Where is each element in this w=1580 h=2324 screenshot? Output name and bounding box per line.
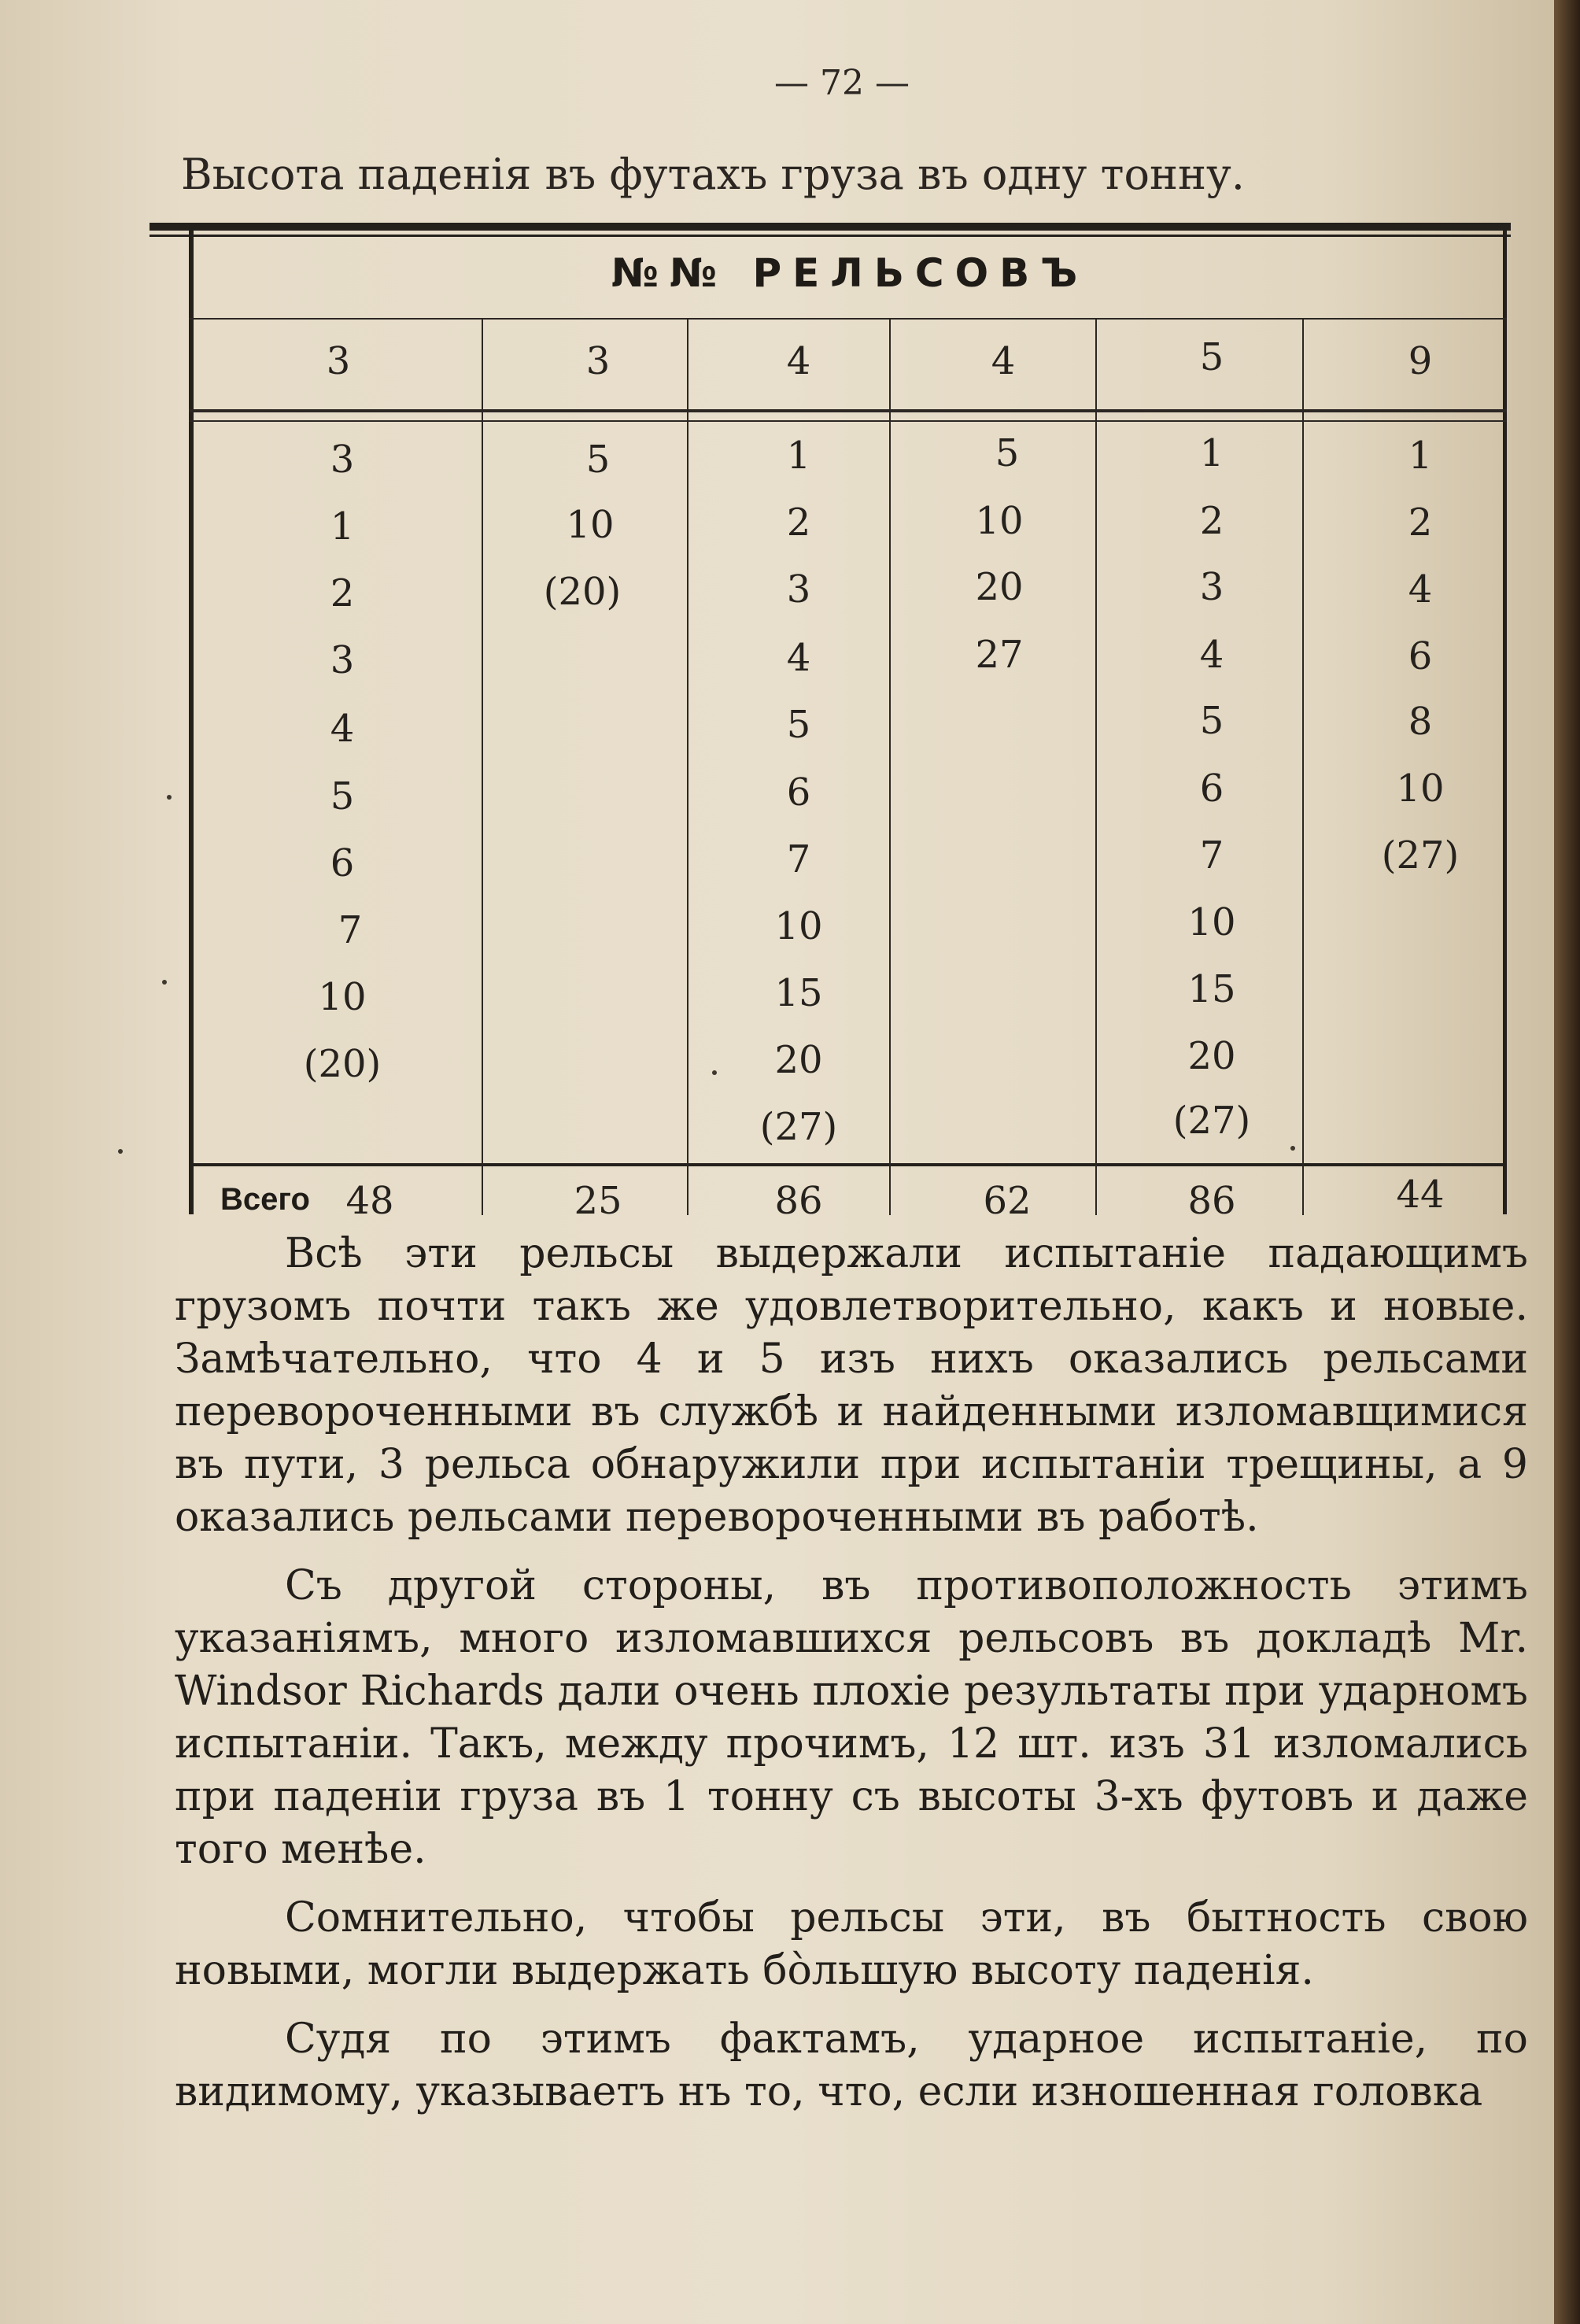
column-divider xyxy=(482,318,483,1215)
table-cell: 7 xyxy=(1199,833,1224,878)
paragraph: Съ другой стороны, въ противоположность этимъ указаніямъ, много изломавшихся рельсовъ въ докладѣ Mr. Windsor Richards дали очень плохіе результаты при ударномъ испытаніи. Такъ, между прочимъ, 12 шт. изъ 31 изломались при паденіи груза въ 1 тонну съ высоты 3-хъ футовъ и даже того менѣе. xyxy=(175,1562,1528,1873)
ink-speck xyxy=(712,1070,717,1075)
table-cell: (20) xyxy=(543,570,622,614)
rail-number: 4 xyxy=(991,339,1016,383)
table-cell: 20 xyxy=(774,1038,823,1082)
table-cell: 6 xyxy=(1408,634,1433,678)
total-value: 44 xyxy=(1396,1173,1445,1217)
total-value: 86 xyxy=(1187,1179,1236,1223)
table-cell: 7 xyxy=(786,837,811,881)
rail-number: 5 xyxy=(1199,335,1224,379)
table-cell: 27 xyxy=(975,633,1024,677)
table-cell: (27) xyxy=(1381,833,1460,878)
table-cell: 15 xyxy=(774,971,823,1015)
rail-number: 3 xyxy=(585,339,611,383)
table-cell: 20 xyxy=(1187,1034,1236,1078)
table-cell: 4 xyxy=(786,636,811,680)
book-spine xyxy=(1554,0,1580,2324)
page-number: — 72 — xyxy=(774,63,910,103)
table-cell: 20 xyxy=(975,565,1024,609)
total-value: 48 xyxy=(345,1179,394,1223)
table-cell: 3 xyxy=(1199,565,1224,609)
table-cell: 6 xyxy=(330,841,355,885)
table-cell: 7 xyxy=(338,908,363,952)
table-cell: 4 xyxy=(330,707,355,751)
table-cell: 10 xyxy=(975,499,1024,543)
total-label: Всего xyxy=(220,1182,310,1217)
total-value: 62 xyxy=(983,1179,1032,1223)
table-cell: 4 xyxy=(1408,567,1433,611)
table-cell: 3 xyxy=(786,567,811,611)
table-cell: (27) xyxy=(759,1105,838,1149)
column-divider xyxy=(1095,318,1097,1215)
table-cell: 10 xyxy=(774,904,823,948)
table-top-rule-thin xyxy=(150,235,1511,237)
table-cell: 10 xyxy=(1396,767,1445,811)
total-value: 25 xyxy=(574,1179,622,1223)
table-cell: 3 xyxy=(330,438,355,482)
table-cell: 2 xyxy=(786,501,811,545)
body-text xyxy=(175,1228,1528,2119)
table-caption: Высота паденія въ футахъ груза въ одну тонну. xyxy=(181,150,1245,199)
table-cell: 3 xyxy=(330,638,355,682)
table-cell: (27) xyxy=(1172,1099,1251,1143)
table-cell: 5 xyxy=(330,774,355,818)
table-cell: 8 xyxy=(1408,700,1433,744)
heading-rule xyxy=(189,318,1507,320)
table-cell: 5 xyxy=(1199,699,1224,743)
table-cell: 2 xyxy=(1408,501,1433,545)
rail-number: 9 xyxy=(1408,339,1433,383)
table-cell: (20) xyxy=(303,1042,382,1086)
table-heading: №№ РЕЛЬСОВЪ xyxy=(611,250,1089,296)
table-cell: 5 xyxy=(585,438,611,482)
table-left-border xyxy=(189,231,194,1214)
table-cell: 6 xyxy=(1199,767,1224,811)
table-right-border xyxy=(1503,231,1507,1214)
table-cell: 6 xyxy=(786,770,811,815)
table-cell: 4 xyxy=(1199,633,1224,677)
ink-speck xyxy=(162,980,167,985)
column-divider xyxy=(1302,318,1304,1215)
table-top-rule xyxy=(150,223,1511,231)
table-cell: 1 xyxy=(330,504,355,549)
ink-speck xyxy=(167,795,172,800)
table-cell: 10 xyxy=(566,503,615,547)
column-divider xyxy=(687,318,688,1215)
total-value: 86 xyxy=(774,1179,823,1223)
table-bottom-rule xyxy=(189,1163,1507,1166)
table-cell: 10 xyxy=(318,975,367,1019)
table-cell: 2 xyxy=(1199,499,1224,543)
ink-speck xyxy=(1290,1146,1295,1151)
paragraph: Всѣ эти рельсы выдержали испытаніе падающимъ грузомъ почти такъ же удовлетворительно, какъ и новые. Замѣчательно, что 4 и 5 изъ нихъ оказались рельсами перевороченными въ службѣ и найденными изломавщимися въ пути, 3 рельса обнаружили при испытаніи трещины, а 9 оказались рельсами перевороченными въ работѣ. xyxy=(175,1230,1528,1541)
rail-number: 3 xyxy=(326,339,351,383)
column-divider xyxy=(889,318,891,1215)
paragraph: Сомнительно, чтобы рельсы эти, въ бытность свою новыми, могли выдержать бо̀льшую высоту паденія. xyxy=(175,1894,1528,1994)
rail-number: 4 xyxy=(786,339,811,383)
table-cell: 1 xyxy=(1408,434,1433,478)
table-cell: 15 xyxy=(1187,967,1236,1011)
table-cell: 1 xyxy=(786,434,811,478)
table-cell: 5 xyxy=(995,431,1020,475)
ink-speck xyxy=(118,1149,123,1154)
table-cell: 10 xyxy=(1187,900,1236,944)
table-cell: 1 xyxy=(1199,431,1224,475)
paragraph: Судя по этимъ фактамъ, ударное испытаніе, по видимому, указываетъ нъ то, что, если изношенная головка xyxy=(175,2015,1528,2115)
table-cell: 5 xyxy=(786,703,811,747)
header-rule-1 xyxy=(189,409,1507,412)
header-rule-2 xyxy=(189,420,1507,422)
table-cell: 2 xyxy=(330,571,355,615)
